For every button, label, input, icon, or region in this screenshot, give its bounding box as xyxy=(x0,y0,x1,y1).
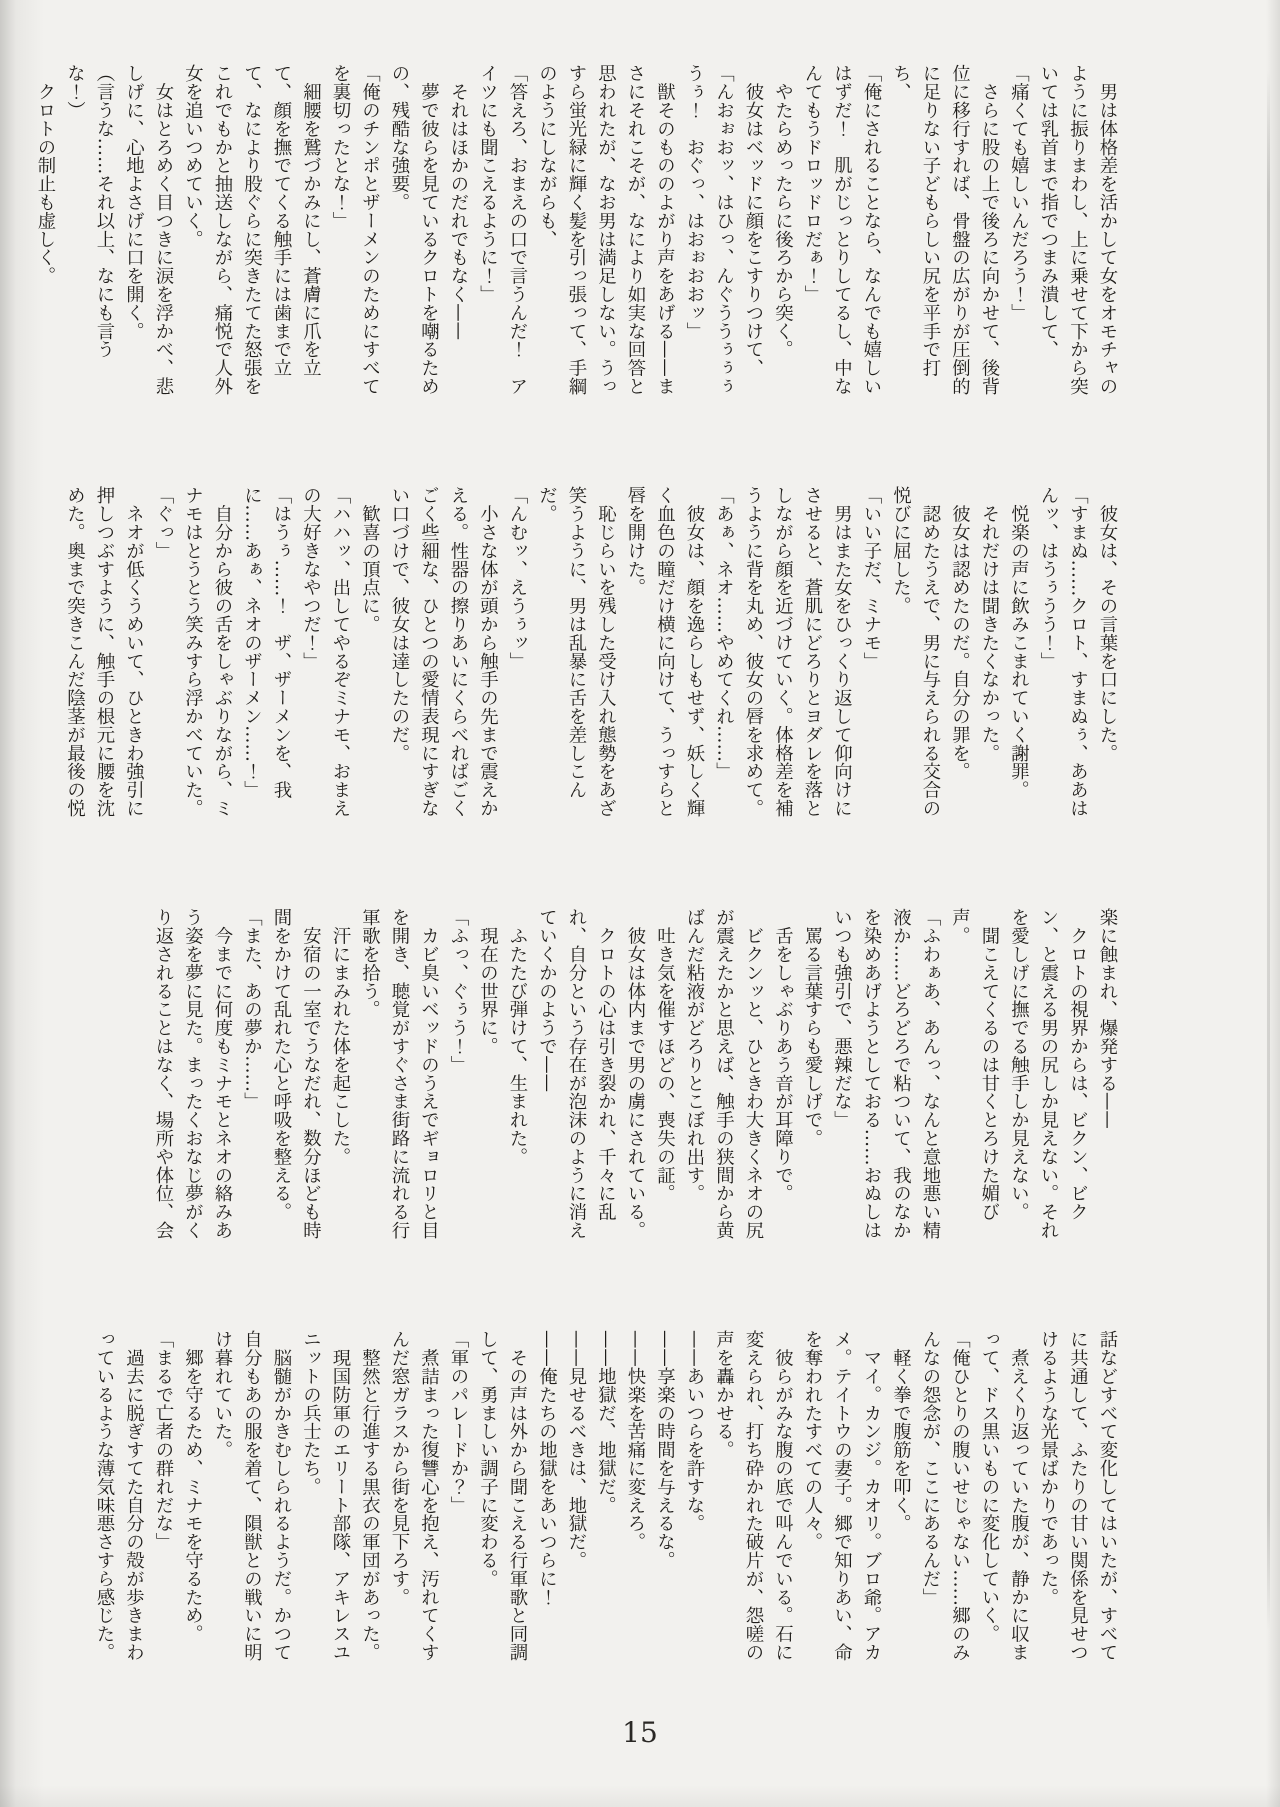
paragraph: クロトの心は引き裂かれ、千々に乱れ、自分という存在が泡沫のように消えていくかのようで—— xyxy=(536,908,617,1240)
paragraph: 彼女は認めたのだ。自分の罪を。 xyxy=(949,486,971,781)
paragraph: ——地獄だ、地獄だ。 xyxy=(595,1330,617,1514)
paragraph: 「いい子だ、ミナモ」 xyxy=(861,486,882,670)
paragraph: 汗にまみれた体を起こした。 xyxy=(330,908,351,1166)
paragraph: 安宿の一室でうなだれ、数分ほども時間をかけて乱れた心と呼吸を整える。 xyxy=(271,908,322,1240)
paragraph: 「ハハッ、出してやるぞミナモ、おまえの大好きなやつだ！」 xyxy=(300,486,351,818)
paragraph: 彼らがみな腹の底で叫んでいる。石に変えられ、打ち砕かれた破片が、怨嗟の声を轟かせる。 xyxy=(713,1330,794,1662)
paragraph: 男はまた女をひっくり返して仰向けにさせると、蒼肌にどろりとヨダレを落としながら顔を近づけていく。体格差を補うように背を丸め、彼女の唇を求めて。 xyxy=(743,486,853,818)
paragraph: 軽く拳で腹筋を叩く。 xyxy=(890,1330,912,1533)
paragraph: 「ぐっ」 xyxy=(153,486,174,560)
paragraph: それだけは聞きたくなかった。 xyxy=(979,486,1000,762)
paragraph: ビクンッと、ひときわ大きくネオの尻が震えたかと思えば、触手の狭間から黄ばんだ粘液がどろりとこぼれ出す。 xyxy=(684,908,764,1240)
paragraph: 彼女は体内まで男の虜にされている。 xyxy=(625,908,646,1240)
paragraph: 「俺にされることなら、なんでも嬉しいはずだ！ 肌がじっとりしてるし、中なんてもうドロッドロだぁ！」 xyxy=(802,64,882,396)
paragraph: 獣そのもののよがり声をあげる——まさにそれこそが、なにより如実な回答と思われたが、なお男は満足しない。うっすら蛍光緑に輝く髪を引っ張って、手綱のようにしながらも、 xyxy=(536,64,676,396)
paragraph: ——見せるべきは、地獄だ。 xyxy=(566,1330,587,1570)
paragraph: 吐き気を催すほどの、喪失の証。 xyxy=(654,908,676,1203)
paragraph: 「また、あの夢か……」 xyxy=(241,908,263,1111)
paragraph: 「んおぉおッ、はひっ、んぐううぅぅぅうぅ！ おぐっ、はおぉおおッ」 xyxy=(684,64,735,396)
paragraph: マイ。カンジ。カオリ。ブロ爺。アカメ。テイトウの妻子。郷で知りあい、命を奪われたすべての人々。 xyxy=(802,1330,882,1662)
paragraph: 罵る言葉すらも愛しげで。 xyxy=(802,908,823,1148)
scan-curl-shadow xyxy=(1267,70,1270,1630)
paragraph: ふたたび弾けて、生まれた。 xyxy=(507,908,528,1166)
paragraph: その声は外から聞こえる行軍歌と同調して、勇ましい調子に変わる。 xyxy=(477,1330,528,1662)
text-block-2 xyxy=(60,486,1122,824)
paragraph: 舌をしゃぶりあう音が耳障りで。 xyxy=(772,908,794,1203)
paragraph: 「答えろ、おまえの口で言うんだ！ アイツにも聞こえるように！」 xyxy=(477,64,528,396)
paragraph: ——俺たちの地獄をあいつらに！ xyxy=(536,1330,558,1606)
paragraph: 細腰を鷲づかみにし、蒼膚に爪を立て、顔を撫でてくる触手には歯まで立て、なにより股ぐらに突きたてた怒張をこれでもかと抽送しながら、痛悦で人外女を追いつめていく。 xyxy=(182,64,322,396)
paragraph: 「俺ひとりの腹いせじゃない……郷のみんなの怨念が、ここにあるんだ」 xyxy=(920,1330,971,1662)
paragraph: 「んむッ、えうぅッ」 xyxy=(507,486,528,670)
paragraph: 話などすべて変化してはいたが、すべてに共通して、ふたりの甘い関係を見せつけるような光景ばかりであった。 xyxy=(1038,1330,1118,1662)
paragraph: 歓喜の頂点に。 xyxy=(359,486,381,634)
paragraph: （言うな……それ以上、なにも言うな！） xyxy=(64,64,115,359)
paragraph: 過去に脱ぎすてた自分の殻が歩きまわっているような薄気味悪さすら感じた。 xyxy=(94,1330,145,1662)
paragraph: 今までに何度もミナモとネオの絡みあう姿を夢に見た。まったくおなじ夢がくり返されることはなく、場所や体位、会 xyxy=(153,908,233,1240)
paragraph: 認めたうえで、男に与えられる交合の悦びに屈した。 xyxy=(890,486,941,818)
paragraph: 「ふっ、ぐぅう！」 xyxy=(448,908,469,1074)
paragraph: 整然と行進する黒衣の軍団があった。 xyxy=(359,1330,381,1662)
paragraph: クロトの視界からは、ビクン、ビクン、と震える男の尻しか見えない。それを愛しげに撫でる触手しか見えない。 xyxy=(1008,908,1089,1240)
paragraph: さらに股の上で後ろに向かせて、後背位に移行すれば、骨盤の広がりが圧倒的に足りない子どもらしい尻を平手で打ち、 xyxy=(890,64,1000,396)
paragraph: クロトの制止も虚しく。 xyxy=(35,64,56,285)
paragraph: 「ふわぁあ、あんっ、なんと意地悪い精液か……どろどろで粘ついて、我のなかを染めあげようとしておる……おぬしはいつも強引で、悪辣だな」 xyxy=(831,908,941,1240)
paragraph: やたらめったらに後ろから突く。 xyxy=(772,64,794,359)
paragraph: ——快楽を苦痛に変えろ。 xyxy=(625,1330,646,1551)
text-block-3 xyxy=(149,908,1123,1246)
paragraph: 「はうぅ……！ ザ、ザーメンを、我に……あぁ、ネオのザーメン……！」 xyxy=(241,486,292,799)
text-block-1 xyxy=(31,64,1123,402)
paragraph: ネオが低くうめいて、ひときわ強引に押しつぶすように、触手の根元に腰を沈めた。奥まで突きこんだ陰茎が最後の悦 xyxy=(64,486,145,818)
paragraph: 「すまぬ……クロト、すまぬぅ、ああはんッ、はうぅうう！」 xyxy=(1038,486,1089,818)
paragraph: 恥じらいを残した受け入れ態勢をあざ笑うように、男は乱暴に舌を差しこんだ。 xyxy=(536,486,617,818)
text-block-4 xyxy=(90,1330,1123,1668)
paragraph: ——あいつらを許すな。 xyxy=(684,1330,705,1533)
paragraph: 「俺のチンポとザーメンのためにすべてを裏切ったとな！」 xyxy=(330,64,381,396)
paragraph: 現在の世界に。 xyxy=(477,908,499,1056)
paragraph: 彼女はベッドに顔をこすりつけて、 xyxy=(743,64,764,377)
page-number: 15 xyxy=(622,1716,658,1749)
paragraph: ——享楽の時間を与えるな。 xyxy=(654,1330,676,1570)
paragraph: 現国防軍のエリート部隊、アキレスユニットの兵士たち。 xyxy=(300,1330,351,1662)
paragraph: 「痛くても嬉しいんだろう！」 xyxy=(1008,64,1030,322)
paragraph: 自分から彼の舌をしゃぶりながら、ミナモはとうとう笑みすら浮かべていた。 xyxy=(182,486,233,818)
paragraph: 聞こえてくるのは甘くとろけた媚び声。 xyxy=(949,908,1000,1221)
paragraph: 「まるで亡者の群れだな」 xyxy=(153,1330,174,1551)
paragraph: カビ臭いベッドのうえでギョロリと目を開き、聴覚がすぐさま街路に流れる行軍歌を拾う。 xyxy=(359,908,440,1240)
paragraph: 彼女は、顔を逸らしもせず、妖しく輝く血色の瞳だけ横に向けて、うっすらと唇を開けた。 xyxy=(625,486,705,818)
paragraph: 脳髄がかきむしられるようだ。かつて自分もあの服を着て、隕獣との戦いに明け暮れていた。 xyxy=(212,1330,292,1662)
paragraph: 夢で彼らを見ているクロトを嘲るための、残酷な強要。 xyxy=(389,64,440,396)
paragraph: 女はとろめく目つきに涙を浮かべ、悲しげに、心地よさげに口を開く。 xyxy=(123,64,174,396)
paragraph: それはほかのだれでもなく—— xyxy=(448,64,469,340)
paragraph: 「あぁ、ネオ……やめてくれ……」 xyxy=(713,486,735,781)
paragraph: 彼女は、その言葉を口にした。 xyxy=(1097,486,1118,762)
paragraph: 小さな体が頭から触手の先まで震えかえる。性器の擦りあいにくらべればごくごく些細な、ひとつの愛情表現にすぎない口づけで、彼女は達したのだ。 xyxy=(389,486,499,818)
paragraph: 悦楽の声に飲みこまれていく謝罪。 xyxy=(1008,486,1030,799)
paragraph: 煮詰まった復讐心を抱え、汚れてくすんだ窓ガラスから街を見下ろす。 xyxy=(389,1330,440,1662)
paragraph: 男は体格差を活かして女をオモチャのように振りまわし、上に乗せて下から突いては乳首まで指でつまみ潰して、 xyxy=(1038,64,1118,396)
paragraph: 楽に蝕まれ、爆発する—— xyxy=(1097,908,1118,1129)
paragraph: 煮えくり返っていた腹が、静かに収まって、ドス黒いものに変化していく。 xyxy=(979,1330,1030,1662)
paragraph: 「軍のパレードか？」 xyxy=(448,1330,469,1514)
paragraph: 郷を守るため、ミナモを守るため。 xyxy=(182,1330,204,1643)
